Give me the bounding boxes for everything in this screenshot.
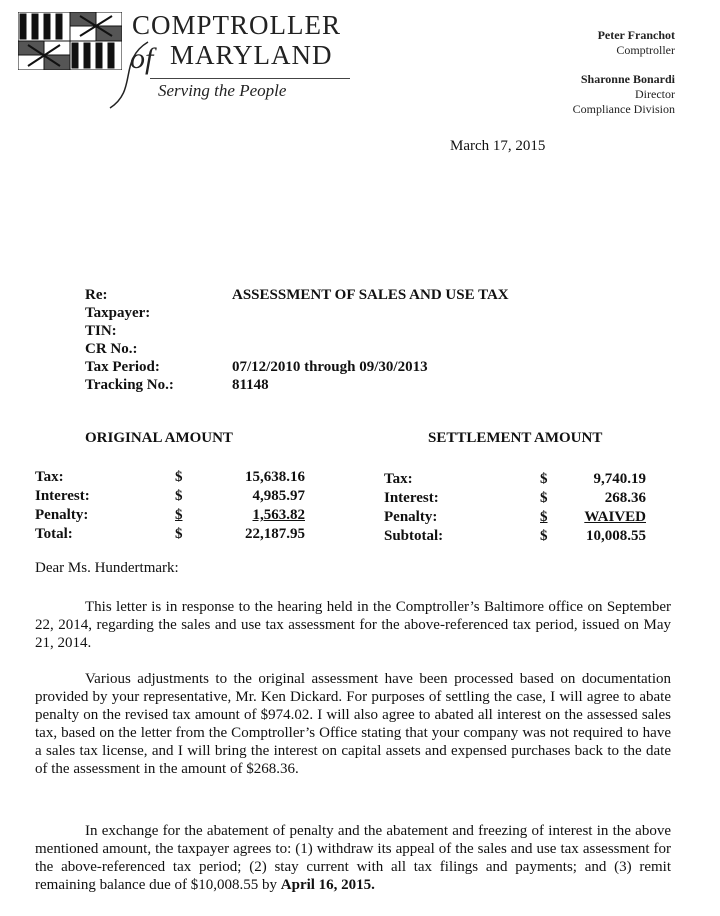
letterhead-title-comptroller: COMPTROLLER [132,10,342,40]
row-currency: $ [175,507,183,523]
row-currency: $ [175,526,183,542]
table-row [35,487,305,506]
letterhead-rule [150,78,350,79]
table-row [384,489,646,508]
director-block [573,72,675,117]
row-label: Tax: [384,471,413,487]
table-row [384,470,646,489]
row-label: Penalty: [35,507,89,523]
paragraph-hearing [35,598,671,652]
paragraph-adjustments [35,670,671,778]
row-value: 15,638.16 [245,469,305,485]
division-name: Compliance Division [572,102,675,116]
maryland-flag-logo [18,12,122,70]
salutation: Dear Ms. Hundertmark: [35,560,179,576]
director-name: Sharonne Bonardi [580,72,675,86]
row-label: Total: [35,526,73,542]
paragraph-text: This letter is in response to the hearing held in the Comptroller’s Baltimore office on September 22, 2014, regarding the sales and use tax assessment for the above-referenced tax period, issued on May 21, 2014. [35,599,671,651]
letter-date: March 17, 2015 [450,138,546,154]
payment-deadline: April 16, 2015. [280,877,375,893]
row-currency: $ [175,488,183,504]
officials-block [598,28,675,58]
original-amount-table [35,468,305,544]
row-label: Tax: [35,469,64,485]
tracking-no-label: Tracking No.: [85,377,174,393]
tin-label: TIN: [85,323,117,339]
row-label: Penalty: [384,509,438,525]
settlement-amount-heading: SETTLEMENT AMOUNT [428,430,603,446]
row-value: 268.36 [604,490,646,506]
tracking-no-value: 81148 [232,377,269,393]
comptroller-title: Comptroller [616,43,675,57]
settlement-amount-table [384,470,646,546]
row-currency: $ [540,471,548,487]
row-value: 4,985.97 [252,488,305,504]
row-label: Interest: [35,488,90,504]
paragraph-text: Various adjustments to the original assessment have been processed based on documentation provided by your representative, Mr. Ken Dickard. For purposes of settling the case, I will agree to abate penalty on the revised tax amount of $974.02. I will also agree to abated all interest on the assessed sales tax, based on the letter from the Comptroller’s Office stating that your company was not required to have a sales tax license, and I will bring the interest on capital assets and expensed purchases back to the date of the assessment in the amount of $268.36. [35,671,671,777]
reference-values [232,286,509,394]
table-row [35,525,305,544]
original-amount-heading: ORIGINAL AMOUNT [85,430,233,446]
cr-no-label: CR No.: [85,341,138,357]
table-row [35,468,305,487]
re-subject: ASSESSMENT OF SALES AND USE TAX [232,287,509,303]
paragraph-agreement [35,822,671,894]
table-row [384,508,646,527]
paragraph-text: In exchange for the abatement of penalty and the abatement and freezing of interest in the above mentioned amount, the taxpayer agrees to: (1) withdraw its appeal of the sales and use tax assessment for the above-referenced tax period; (2) stay current with all tax filings and payments; and (3) remit remaining balance due of $10,008.55 by [35,823,671,893]
row-currency: $ [540,528,548,544]
table-row [35,506,305,525]
table-row [384,527,646,546]
row-currency: $ [540,509,548,525]
row-label: Subtotal: [384,528,444,544]
tax-period-label: Tax Period: [85,359,160,375]
row-label: Interest: [384,490,439,506]
letterhead-title-maryland: MARYLAND [170,40,333,70]
row-value: 22,187.95 [245,526,305,542]
row-value: 9,740.19 [593,471,646,487]
taxpayer-label: Taxpayer: [85,305,151,321]
letterhead-tagline: Serving the People [158,81,287,100]
row-value: WAIVED [584,509,646,525]
comptroller-name: Peter Franchot [597,28,675,42]
re-label: Re: [85,287,108,303]
tax-period-value: 07/12/2010 through 09/30/2013 [232,359,428,375]
director-title: Director [635,87,675,101]
row-currency: $ [540,490,548,506]
row-value: 1,563.82 [252,507,305,523]
row-value: 10,008.55 [586,528,646,544]
row-currency: $ [175,469,183,485]
letterhead-title-of: of [130,42,154,75]
reference-labels [85,286,174,394]
